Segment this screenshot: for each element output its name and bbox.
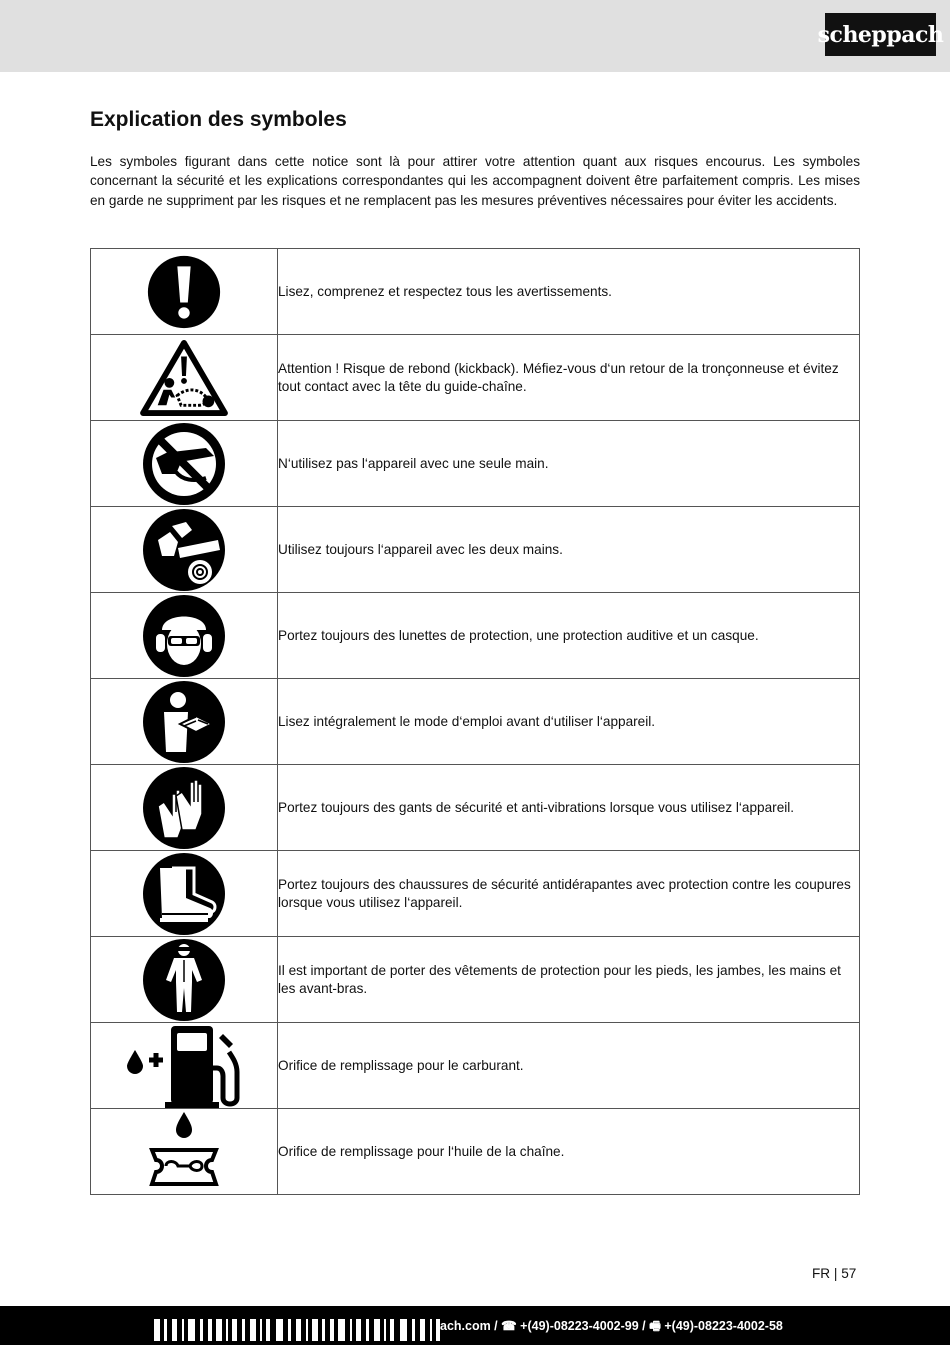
symbol-row: [91, 593, 860, 679]
footer-bar: [0, 1306, 950, 1345]
symbol-row: [91, 249, 860, 335]
symbol-row: [91, 1023, 860, 1109]
barcode-graphic: [154, 1319, 440, 1341]
symbol-row: [91, 937, 860, 1023]
symbol-description: Orifice de remplissage pour l‘huile de la chaîne.: [278, 1109, 860, 1195]
exclamation-icon: [146, 254, 222, 330]
symbol-icon-cell: [91, 851, 278, 937]
safety-boots-icon: [142, 852, 226, 936]
symbol-description: Attention ! Risque de rebond (kickback). Méfiez-vous d‘un retour de la tronçonneuse et évitez tout contact avec la tête du guide-chaîne.: [278, 335, 860, 421]
symbol-description: Il est important de porter des vêtements de protection pour les pieds, les jambes, les mains et les avant-bras.: [278, 937, 860, 1023]
symbol-description: Portez toujours des lunettes de protection, une protection auditive et un casque.: [278, 593, 860, 679]
symbol-icon-cell: [91, 1109, 278, 1195]
symbol-description: Orifice de remplissage pour le carburant.: [278, 1023, 860, 1109]
symbol-description: N‘utilisez pas l‘appareil avec une seule main.: [278, 421, 860, 507]
protective-clothing-icon: [142, 938, 226, 1022]
header-bar: [0, 0, 950, 72]
symbol-description: Utilisez toujours l‘appareil avec les deux mains.: [278, 507, 860, 593]
symbol-row: [91, 421, 860, 507]
symbol-row: [91, 507, 860, 593]
footer-contact: ach.com / ☎ +(49)-08223-4002-99 / 🖷 +(49)-08223-4002-58: [440, 1319, 783, 1333]
symbols-table: [90, 248, 860, 1195]
fuel-pump-icon: [123, 1024, 245, 1108]
two-hands-icon: [142, 508, 226, 592]
symbol-description: Lisez intégralement le mode d‘emploi avant d‘utiliser l‘appareil.: [278, 679, 860, 765]
symbol-icon-cell: [91, 507, 278, 593]
symbol-description: Portez toujours des chaussures de sécurité antidérapantes avec protection contre les coupures lorsque vous utilisez l‘appareil.: [278, 851, 860, 937]
symbol-description: Lisez, comprenez et respectez tous les avertissements.: [278, 249, 860, 335]
symbol-icon-cell: [91, 1023, 278, 1109]
symbol-icon-cell: [91, 765, 278, 851]
scheppach-logo: scheppach: [825, 13, 936, 56]
symbol-row: [91, 1109, 860, 1195]
symbol-row: [91, 679, 860, 765]
symbol-row: [91, 765, 860, 851]
symbol-icon-cell: [91, 679, 278, 765]
page-number: FR | 57: [812, 1266, 857, 1281]
gloves-icon: [142, 766, 226, 850]
symbol-icon-cell: [91, 593, 278, 679]
kickback-warning-icon: [140, 339, 228, 417]
head-protection-icon: [142, 594, 226, 678]
read-manual-icon: [142, 680, 226, 764]
symbol-row: [91, 851, 860, 937]
symbol-description: Portez toujours des gants de sécurité et anti-vibrations lorsque vous utilisez l‘appareil.: [278, 765, 860, 851]
intro-paragraph: Les symboles figurant dans cette notice sont là pour attirer votre attention quant aux risques encourus. Les symboles concernant la sécurité et les explications correspondantes qui les accompagnent doivent être parfaitement compris. Les mises en garde ne suppriment par les risques et ne remplacent pas les mesures préventives nécessaires pour éviter les accidents.: [90, 154, 860, 208]
chain-oil-icon: [144, 1110, 224, 1194]
no-one-hand-icon: [142, 422, 226, 506]
section-title: Explication des symboles: [90, 108, 347, 131]
symbol-icon-cell: [91, 421, 278, 507]
symbol-icon-cell: [91, 249, 278, 335]
symbol-icon-cell: [91, 335, 278, 421]
symbol-row: [91, 335, 860, 421]
symbol-icon-cell: [91, 937, 278, 1023]
